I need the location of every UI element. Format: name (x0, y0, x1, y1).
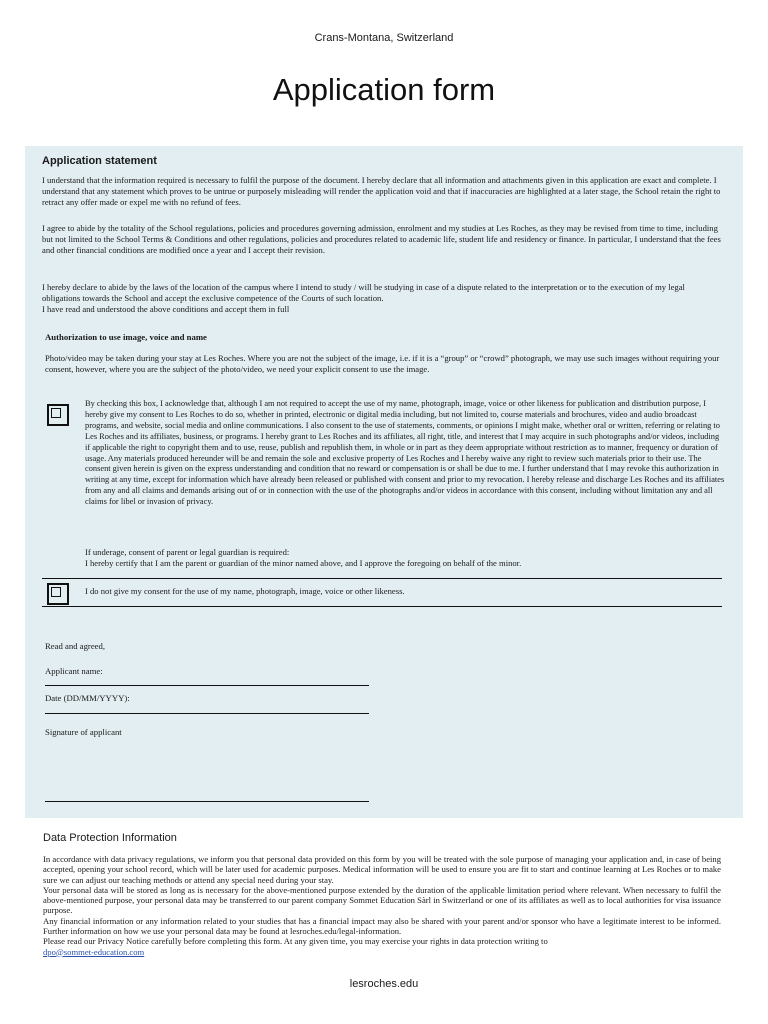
applicant-name-line[interactable] (45, 685, 369, 686)
no-consent-text: I do not give my consent for the use of my name, photograph, image, voice or other likeness. (85, 586, 405, 596)
location-text: Crans-Montana, Switzerland (314, 32, 454, 44)
page-title: Application form (272, 72, 496, 107)
statement-paragraph-1: I understand that the information required is necessary to fulfil the purpose of the document. I hereby declare that all information and attachments given in this application are exact and complete. I understand that any statement which proves to be untrue or purposely misleading will render the application void and that if inaccuracies are highlighted at a later stage, the School retain the right to retract any offer made or expel me with no refund of fees. (42, 175, 721, 207)
minor-consent-text (85, 547, 725, 569)
divider-top (42, 578, 722, 579)
divider-bottom (42, 606, 722, 607)
signature-line[interactable] (45, 801, 369, 802)
no-consent-checkbox[interactable] (47, 583, 69, 605)
signature-label: Signature of applicant (45, 727, 122, 737)
date-label: Date (DD/MM/YYYY): (45, 693, 130, 703)
data-protection-text-2: Your personal data will be stored as long as is necessary for the above-mentioned purpose extended by the duration of the applicable limitation period where relevant. When necessary to fulfil the above-mentioned purpose, your personal data may be transferred to our parent company Sommet Education Sàrl in Switzerland or one of its affiliates as well as to local authorities for visa issuance purpose. (43, 884, 721, 916)
authorization-intro: Photo/video may be taken during your stay at Les Roches. Where you are not the subject of the image, i.e. if it is a “group” or “crowd” photograph, we may use such images without requiring your consent, however, where you are the subject of the photo/video, we need your explicit consent to use the image. (45, 353, 720, 374)
statement-paragraph-4: I have read and understood the above conditions and accept them in full (42, 304, 290, 314)
date-line[interactable] (45, 713, 369, 714)
data-protection-text (43, 854, 721, 957)
dpo-email-link[interactable]: dpo@sommet-education.com (43, 946, 145, 957)
data-protection-text-4: Please read our Privacy Notice carefully before completing this form. At any given time, you may exercise your rights in data protection writing to (43, 936, 548, 947)
minor-line-1: If underage, consent of parent or legal guardian is required: (85, 547, 290, 557)
data-protection-heading: Data Protection Information (43, 832, 177, 844)
applicant-name-label: Applicant name: (45, 666, 103, 676)
consent-text: By checking this box, I acknowledge that, although I am not required to accept the use of my name, photograph, image, voice or other likeness for publication and distribution purpose, I hereby give my consent to Les Roches to do so, whether in printed, electronic or digital media including, but not limited to, course materials and brochures, video and audio broadcast programs, and website, social media and online communications. I also consent to the use of statements, comments, or opinions I might make, whether oral or written, referring or relating to Les Roches and its affiliates, business, or programs. I hereby grant to Les Roches and its affiliates, all right, title, and interest that I may acquire in such photographs and/or videos, including if applicable the right to copyright them and to use, reuse, publish and republish them, in whole or in part as they deem appropriate without restriction as to manner, frequency or duration of usage. Any materials produced hereunder will be and remain the sole and exclusive property of Les Roches and I hereby waive any right to review such materials prior to their use. The consent given herein is given on the express understanding and condition that no reward or compensation is or shall be due to me. I further understand that I may revoke this authorization in writing at any time, except for information which have already been released or published with consent and prior to my revocation. I hereby release and discharge Les Roches and its affiliates from any and all claims and demands arising out of or in connection with the use of the photographs and/or videos in accordance with this consent, including without limitation any and all claims for libel or invasion of privacy. (85, 399, 725, 507)
application-panel (25, 146, 743, 818)
authorization-heading: Authorization to use image, voice and name (45, 332, 207, 342)
read-agreed-text: Read and agreed, (45, 641, 106, 651)
data-protection-text-1: In accordance with data privacy regulations, we inform you that personal data provided on this form by you will be treated with the sole purpose of managing your application and, in case of being accepted, opening your school record, which will be later used for academic purposes. Medical information will be used to ensure you are fit to start and continue learning at Les Roches or to make sure we can adjust our teaching methods or attend any special need during your stay. (43, 854, 721, 885)
consent-checkbox[interactable] (47, 404, 69, 426)
statement-paragraph-3: I hereby declare to abide by the laws of the location of the campus where I intend to study / will be studying in case of a dispute related to the interpretation or to the execution of my legal obligations towards the School and accept the exclusive competence of the Courts of such location. (42, 282, 685, 303)
application-statement-heading: Application statement (42, 155, 157, 167)
statement-paragraph-2: I agree to abide by the totality of the School regulations, policies and procedures governing admission, enrolment and my studies at Les Roches, as they may be revised from time to time, including but not limited to the School Terms & Conditions and other regulations, policies and procedures related to academic life, student life and residency or finance. In particular, I understand that the fees and other financial conditions are modified once a year and I accept their revision. (42, 223, 721, 255)
minor-line-2: I hereby certify that I am the parent or guardian of the minor named above, and I approve the foregoing on behalf of the minor. (85, 557, 522, 568)
footer-website[interactable]: lesroches.edu (349, 978, 419, 990)
data-protection-text-3: Any financial information or any information related to your studies that has a financial impact may also be shared with your parent and/or sponsor who have a legitimate interest to be informed. Further information on how we use your personal data may be found at lesroches.edu/legal-information. (43, 915, 721, 937)
